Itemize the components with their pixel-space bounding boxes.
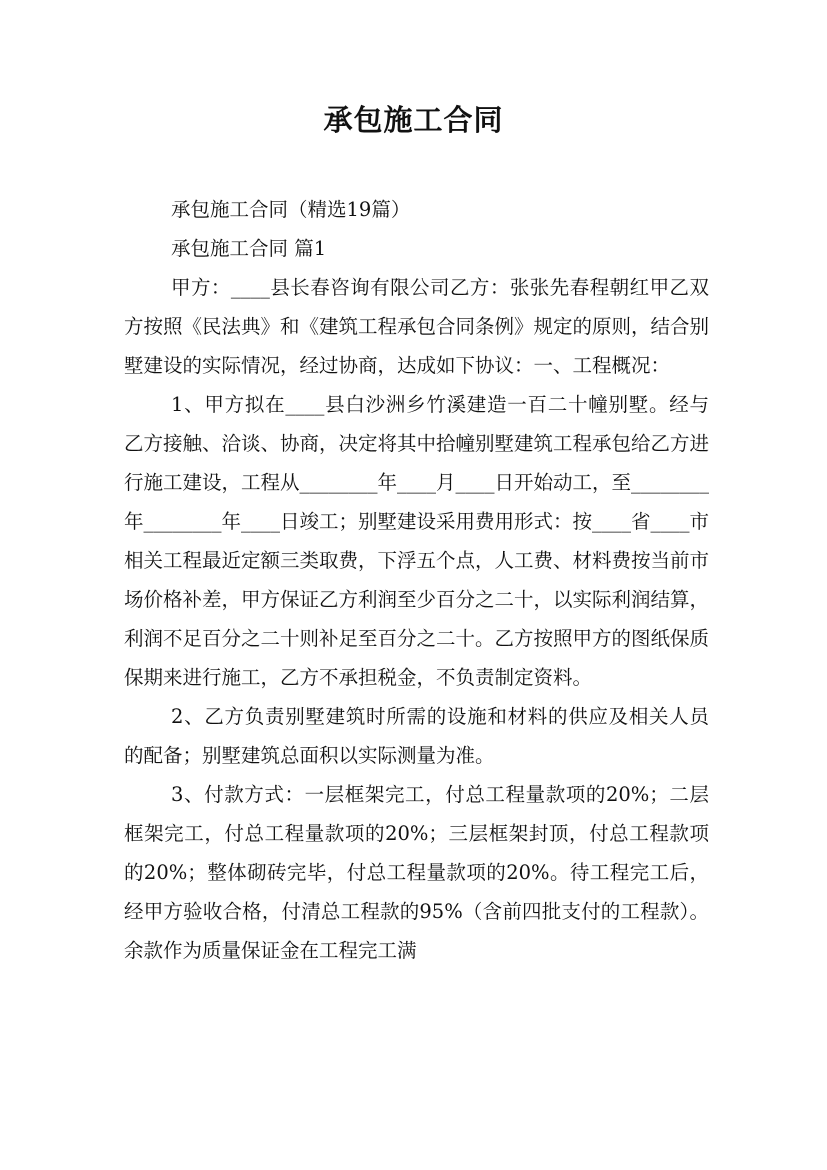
subtitle-paragraph: 承包施工合同（精选19篇）	[171, 198, 411, 221]
document-body	[124, 190, 709, 970]
parties-paragraph: 甲方：____县长春咨询有限公司乙方：张张先春程朝红甲乙双方按照《民法典》和《建筑工程承包合同条例》规定的原则，结合别墅建设的实际情况，经过协商，达成如下协议：一、工程概况：	[124, 276, 710, 377]
clause-2-paragraph: 2、乙方负责别墅建筑时所需的设施和材料的供应及相关人员的配备；别墅建筑总面积以实际测量为准。	[124, 705, 709, 767]
section-heading: 承包施工合同 篇1	[171, 237, 327, 260]
document-title: 承包施工合同	[323, 103, 504, 137]
clause-1-paragraph: 1、甲方拟在____县白沙洲乡竹溪建造一百二十幢别墅。经与乙方接触、洽谈、协商，决定将其中拾幢别墅建筑工程承包给乙方进行施工建设，工程从________年____月____日开始动工，至________年________年____日竣工；别墅建设采用费用形式：按____省____市相关工程最近定额三类取费，下浮五个点，人工费、材料费按当前市场价格补差，甲方保证乙方利润至少百分之二十，以实际利润结算，利润不足百分之二十则补足至百分之二十。乙方按照甲方的图纸保质保期来进行施工，乙方不承担税金，不负责制定资料。	[124, 393, 710, 689]
clause-3-paragraph: 3、付款方式：一层框架完工，付总工程量款项的20%；二层框架完工，付总工程量款项的20%；三层框架封顶，付总工程款项的20%；整体砌砖完毕，付总工程量款项的20%。待工程完工后，经甲方验收合格，付清总工程款的95%（含前四批支付的工程款）。余款作为质量保证金在工程完工满	[124, 783, 709, 962]
